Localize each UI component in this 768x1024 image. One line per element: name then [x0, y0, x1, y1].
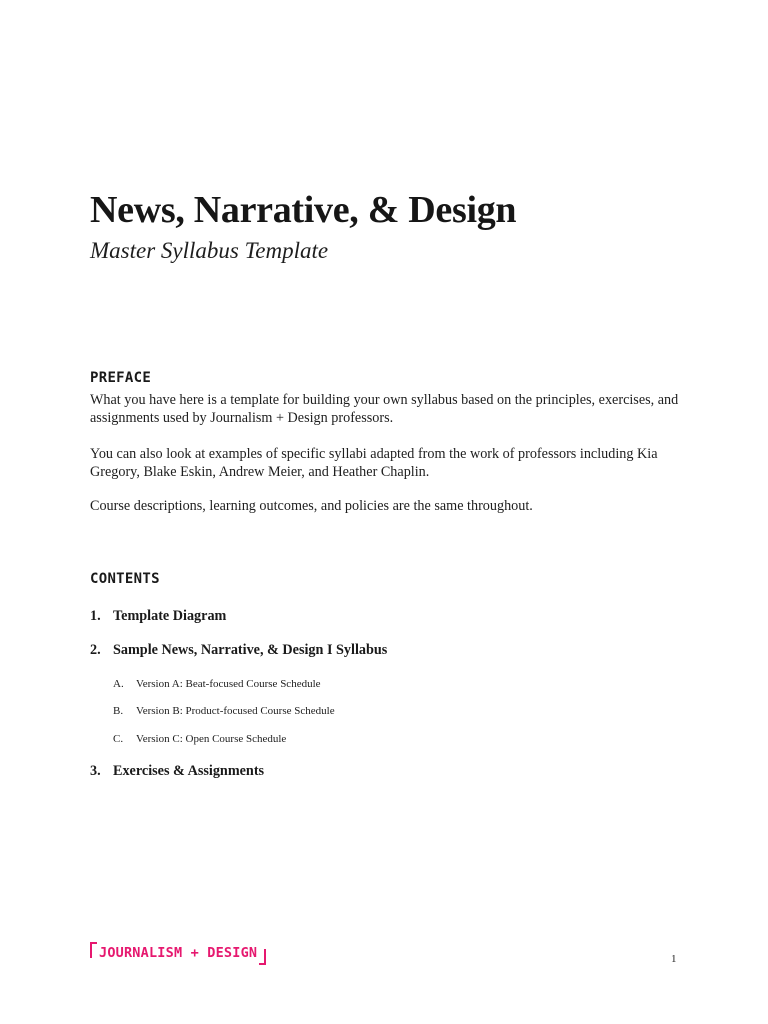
preface-paragraph: You can also look at examples of specific syllabi adapted from the work of professors including Kia Gregory, Blake Eskin, Andrew Meier, and Heather Chaplin.: [90, 446, 658, 480]
journalism-design-logo: [90, 940, 266, 966]
toc-subitem-letter: C.: [113, 733, 124, 745]
document-subtitle: Master Syllabus Template: [90, 238, 329, 263]
logo-bracket-right-icon: [259, 949, 266, 965]
toc-subitem-letter: A.: [113, 678, 124, 690]
preface-heading: PREFACE: [90, 370, 152, 386]
toc-item-label: Template Diagram: [113, 608, 227, 624]
toc-subitem-version-a[interactable]: [113, 678, 321, 690]
document-title: News, Narrative, & Design: [90, 189, 517, 231]
logo-bracket-left-icon: [90, 942, 97, 958]
toc-subitem-version-b[interactable]: [113, 705, 335, 717]
toc-item-sample-syllabus[interactable]: [90, 642, 387, 659]
preface-paragraph: Course descriptions, learning outcomes, and policies are the same throughout.: [90, 498, 533, 514]
toc-item-number: 3.: [90, 763, 101, 779]
toc-subitem-label: Version C: Open Course Schedule: [136, 733, 287, 745]
logo-text: JOURNALISM + DESIGN: [99, 945, 258, 961]
page-number: 1: [671, 953, 677, 965]
toc-subitem-label: Version B: Product-focused Course Schedule: [136, 705, 335, 717]
toc-subitem-letter: B.: [113, 705, 124, 717]
toc-item-label: Sample News, Narrative, & Design I Syllabus: [113, 642, 388, 658]
toc-item-template-diagram[interactable]: [90, 608, 226, 625]
toc-item-exercises-assignments[interactable]: [90, 763, 264, 780]
preface-paragraph: What you have here is a template for building your own syllabus based on the principles, exercises, and assignments used by Journalism + Design professors.: [90, 392, 679, 426]
toc-item-label: Exercises & Assignments: [113, 763, 265, 779]
toc-subitem-label: Version A: Beat-focused Course Schedule: [136, 678, 321, 690]
toc-item-number: 1.: [90, 608, 101, 624]
toc-subitem-version-c[interactable]: [113, 733, 286, 745]
contents-heading: CONTENTS: [90, 571, 160, 587]
toc-item-number: 2.: [90, 642, 101, 658]
